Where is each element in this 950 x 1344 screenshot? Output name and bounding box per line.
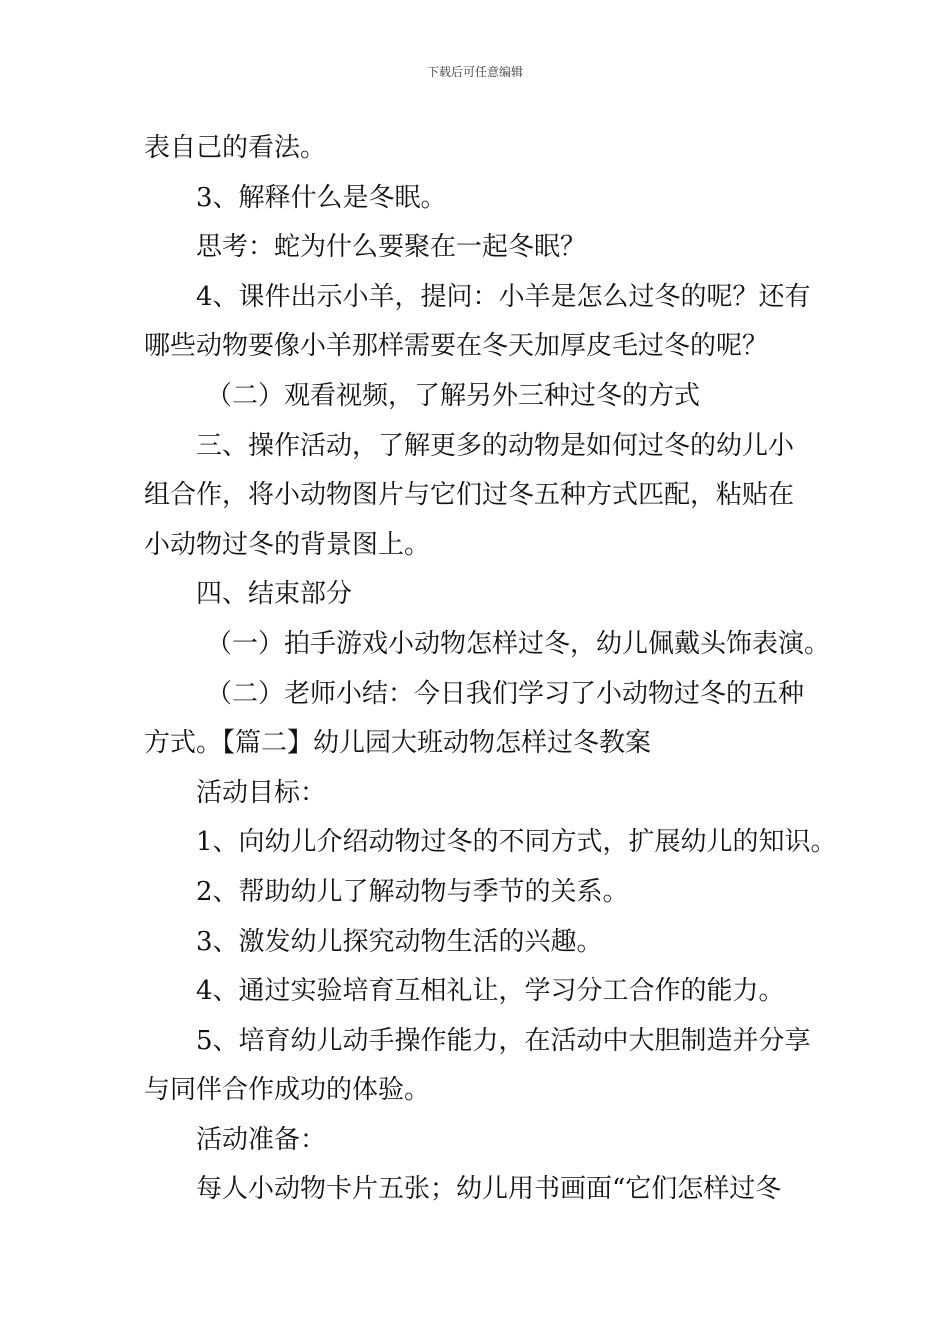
text-line: 活动准备： [196,1124,327,1155]
text-line: 活动目标： [196,777,327,808]
text-line: 表自己的看法。 [144,133,327,163]
text-line: 5、培育幼儿动手操作能力，在活动中大胆制造并分享 [196,1025,811,1056]
document-body [144,124,837,1215]
text-line: 4、课件出示小羊，提问：小羊是怎么过冬的呢？还有 [196,281,811,312]
page-header: 下载后可任意编辑 [426,65,523,79]
text-line: 3、解释什么是冬眠。 [196,182,447,213]
text-line: 小动物过冬的背景图上。 [144,529,431,560]
text-line: 组合作，将小动物图片与它们过冬五种方式匹配，粘贴在 [144,480,795,511]
text-line: 每人小动物卡片五张；幼儿用书画面“它们怎样过冬 [196,1174,782,1205]
text-line: 1、向幼儿介绍动物过冬的不同方式，扩展幼儿的知识。 [196,827,837,858]
text-line: 方式。【篇二】幼儿园大班动物怎样过冬教案 [144,728,652,759]
text-line: 3、激发幼儿探究动物生活的兴趣。 [196,926,603,957]
text-line: （二）老师小结：今日我们学习了小动物过冬的五种 [206,678,805,709]
text-line: （二）观看视频，了解另外三种过冬的方式 [206,380,701,411]
text-line: 四、结束部分 [196,579,353,610]
text-line: 与同伴合作成功的体验。 [144,1075,431,1106]
text-line: 三、操作活动，了解更多的动物是如何过冬的幼儿小 [196,430,795,461]
text-line: 2、帮助幼儿了解动物与季节的关系。 [196,876,629,907]
text-line: 思考：蛇为什么要聚在一起冬眠？ [196,232,587,263]
text-line: 4、通过实验培育互相礼让，学习分工合作的能力。 [196,976,785,1007]
text-line: （一）拍手游戏小动物怎样过冬，幼儿佩戴头饰表演。 [206,628,831,659]
text-line: 哪些动物要像小羊那样需要在冬天加厚皮毛过冬的呢？ [144,331,769,362]
